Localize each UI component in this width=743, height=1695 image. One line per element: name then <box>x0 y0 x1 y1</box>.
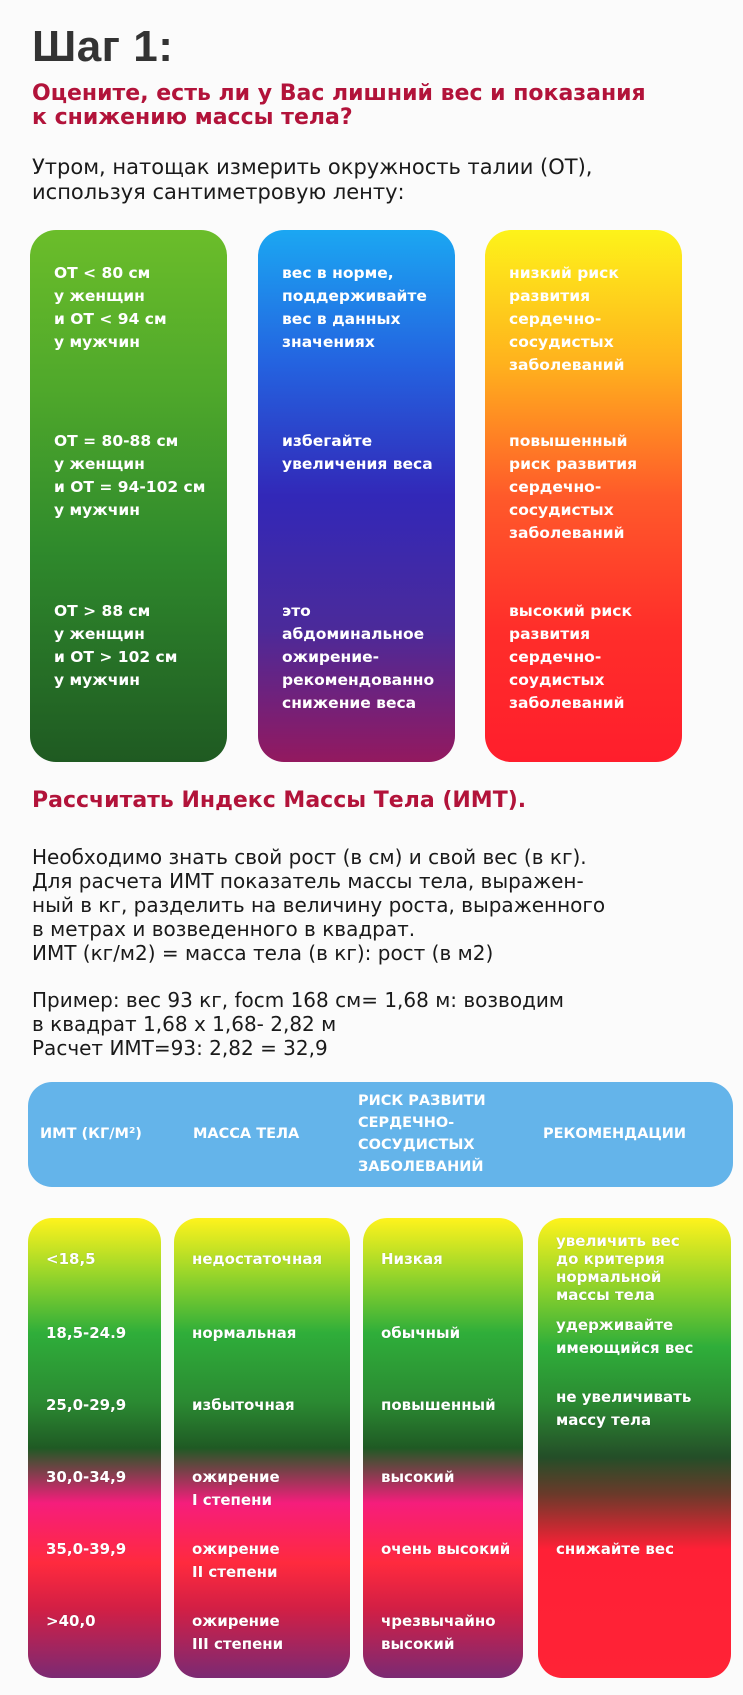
page-title: Шаг 1: <box>32 22 174 71</box>
advice-high: это абдоминальное ожирение- рекомендованно снижение веса <box>282 602 435 712</box>
subtitle: Оцените, есть ли у Вас лишний вес и показания к снижению массы тела? <box>32 81 646 130</box>
risk-level: повышенный <box>381 1396 496 1414</box>
header-recommendations: РЕКОМЕНДАЦИИ <box>543 1126 687 1142</box>
waist-range-normal: ОТ < 80 см у женщин и ОТ < 94 см у мужчин <box>54 264 167 351</box>
risk-elevated: повышенный риск развития сердечно- сосудистых заболеваний <box>509 432 638 542</box>
mass-category: нормальная <box>192 1324 297 1342</box>
bmi-value: 25,0-29,9 <box>46 1396 127 1414</box>
risk-level: обычный <box>381 1324 461 1342</box>
mass-category: ожирение II степени <box>192 1540 280 1581</box>
intro-text: Утром, натощак измерить окружность талии (ОТ), используя сантиметровую ленту: <box>32 155 593 204</box>
bmi-value: 35,0-39,9 <box>46 1540 127 1558</box>
header-risk: РИСК РАЗВИТИ СЕРДЕЧНО- СОСУДИСТЫХ ЗАБОЛЕВАНИЙ <box>358 1093 486 1175</box>
mass-category: ожирение I степени <box>192 1468 280 1509</box>
recommendation: не увеличивать массу тела <box>556 1388 692 1429</box>
mass-category: недостаточная <box>192 1250 323 1268</box>
risk-low: низкий риск развития сердечно- сосудистых заболеваний <box>509 264 625 374</box>
header-bmi: ИМТ (КГ/М²) <box>40 1126 142 1142</box>
waist-measurement-card <box>30 230 227 762</box>
bmi-value: <18,5 <box>46 1250 96 1268</box>
bmi-value: >40,0 <box>46 1612 96 1630</box>
table-header <box>28 1082 733 1187</box>
bmi-value: 18,5-24.9 <box>46 1324 127 1342</box>
bmi-heading: Рассчитать Индекс Массы Тела (ИМТ). <box>32 788 527 813</box>
mass-category: избыточная <box>192 1396 295 1414</box>
recommendations-column <box>538 1218 731 1678</box>
risk-level: Низкая <box>381 1250 443 1268</box>
waist-advice-card <box>258 230 455 762</box>
recommendation: удерживайте имеющийся вес <box>556 1316 694 1357</box>
risk-level: высокий <box>381 1468 455 1486</box>
risk-column <box>363 1218 523 1678</box>
mass-column <box>174 1218 350 1678</box>
recommendation: снижайте вес <box>556 1540 674 1558</box>
mass-category: ожирение III степени <box>192 1612 284 1653</box>
bmi-value: 30,0-34,9 <box>46 1468 127 1486</box>
risk-level: чрезвычайно высокий <box>381 1612 496 1653</box>
advice-normal: вес в норме, поддерживайте вес в данных значениях <box>282 264 427 351</box>
waist-range-high: ОТ > 88 см у женщин и ОТ > 102 см у мужчин <box>54 602 178 689</box>
bmi-column <box>28 1218 161 1678</box>
advice-elevated: избегайте увеличения веса <box>282 432 433 473</box>
waist-range-elevated: ОТ = 80-88 см у женщин и ОТ = 94-102 см у мужчин <box>54 432 206 519</box>
bmi-example: Пример: вес 93 кг, fоcm 168 см= 1,68 м: возводим в квадрат 1,68 х 1,68- 2,82 м Расчет ИМТ=93: 2,82 = 32,9 <box>32 988 564 1060</box>
risk-high: высокий риск развития сердечно- соудистых заболеваний <box>509 602 632 712</box>
bmi-explanation: Необходимо знать свой рост (в см) и свой вес (в кг). Для расчета ИМТ показатель массы тела, выражен- ный в кг, разделить на величину роста, выраженного в метрах и возведенного в квадрат. ИМТ (кг/м2) = масса тела (в кг): рост (в м2) <box>32 845 606 965</box>
header-mass: МАССА ТЕЛА <box>193 1126 300 1142</box>
recommendation: увеличить вес до критерия нормальной массы тела <box>556 1232 680 1304</box>
risk-level: очень высокий <box>381 1540 511 1558</box>
waist-risk-card <box>485 230 682 762</box>
